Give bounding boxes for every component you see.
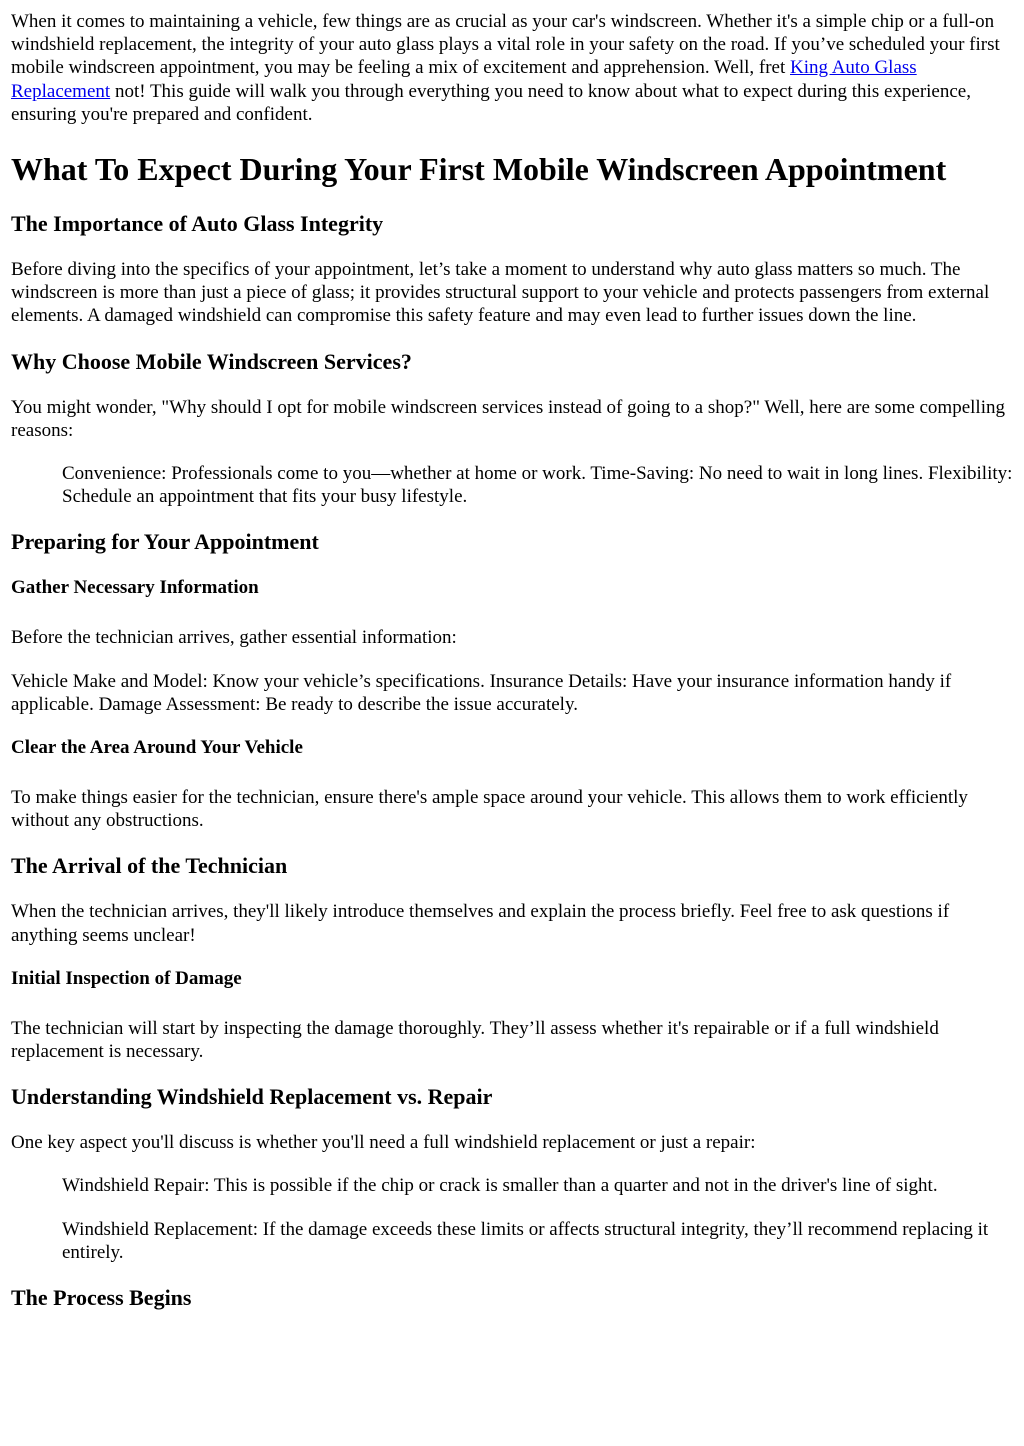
intro-paragraph [11,10,1013,126]
inspection-paragraph: The technician will start by inspecting the damage thoroughly. They’ll assess whether it's repairable or if a full windshield replacement is necessary. [11,1017,939,1063]
arrival-paragraph: When the technician arrives, they'll likely introduce themselves and explain the process briefly. Feel free to ask questions if anything seems unclear! [11,901,950,946]
intro-text-before-link: When it comes to maintaining a vehicle, few things are as crucial as your car's windscreen. Whether it's a simple chip or a full-on windshield replacement, the integrity of your auto glass plays a vital role in your safety on the road. If you’ve scheduled your first mobile windscreen appointment, you may be feeling a mix of excitement and apprehension. Well, fret [11,11,1000,79]
heading-why-mobile: Why Choose Mobile Windscreen Services? [11,348,412,374]
heading-arrival: The Arrival of the Technician [11,853,288,879]
king-auto-glass-link[interactable]: King Auto Glass Replacement [11,57,917,102]
heading-preparing: Preparing for Your Appointment [11,529,319,555]
gather-details: Vehicle Make and Model: Know your vehicle’s specifications. Insurance Details: Have your insurance information handy if applicable. Damage Assessment: Be ready to describe the issue accurately. [11,670,952,715]
gather-paragraph: Before the technician arrives, gather essential information: [11,627,457,649]
heading-clear-area: Clear the Area Around Your Vehicle [11,737,303,759]
heading-importance: The Importance of Auto Glass Integrity [11,211,384,237]
heading-inspection: Initial Inspection of Damage [11,967,242,989]
heading-repair-vs-replacement: Understanding Windshield Replacement vs. Repair [11,1084,493,1110]
repair-item: Windshield Repair: This is possible if the chip or crack is smaller than a quarter and not in the driver's line of sight. [62,1175,938,1197]
heading-process-begins: The Process Begins [11,1285,192,1311]
repair-vs-replacement-paragraph: One key aspect you'll discuss is whether you'll need a full windshield replacement or just a repair: [11,1132,756,1154]
importance-paragraph: Before diving into the specifics of your appointment, let’s take a moment to understand why auto glass matters so much. The windscreen is more than just a piece of glass; it provides structural support to your vehicle and protects passengers from external elements. A damaged windshield can compromise this safety feature and may even lead to further issues down the line. [11,259,990,327]
replacement-item: Windshield Replacement: If the damage exceeds these limits or affects structural integrity, they’ll recommend replacing it entirely. [62,1218,989,1263]
clear-area-paragraph: To make things easier for the technician, ensure there's ample space around your vehicle. This allows them to work efficiently without any obstructions. [11,787,968,832]
why-mobile-reasons: Convenience: Professionals come to you—whether at home or work. Time-Saving: No need to wait in long lines. Flexibility: Schedule an appointment that fits your busy lifestyle. [62,463,1013,508]
intro-text-after-link: not! This guide will walk you through everything you need to know about what to expect during this experience, ensuring you're prepared and confident. [11,80,971,125]
page-title: What To Expect During Your First Mobile Windscreen Appointment [11,151,947,188]
why-mobile-paragraph: You might wonder, "Why should I opt for mobile windscreen services instead of going to a shop?" Well, here are some compelling reasons: [11,396,1005,441]
heading-gather-info: Gather Necessary Information [11,577,259,599]
